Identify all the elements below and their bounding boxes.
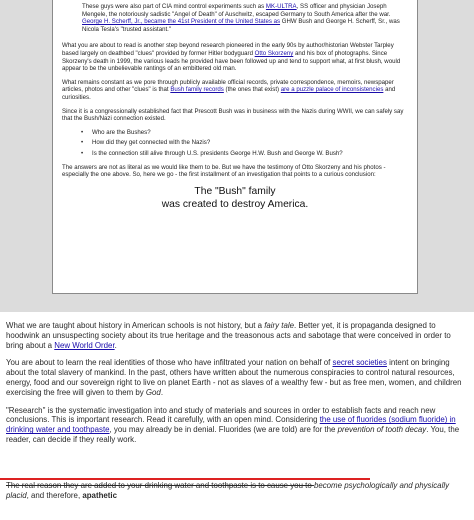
article-body [6, 321, 470, 453]
article-paragraph [6, 406, 470, 445]
secret-societies-link[interactable]: secret societies [332, 358, 387, 368]
list-item-text: Is the connection still alive through U.S. presidents George H.W. Bush and George W. Bush? [92, 149, 343, 157]
emphasis-text: fairy tale [264, 321, 295, 330]
doc-paragraph: The answers are not as literal as we would like them to be. But we have the testimony of Otto Skorzeny and his photos - especially the one above. So, here we go - the first installment of an investigation that points to a curious conclusion: [62, 163, 386, 179]
doc-text: GHW Bush and George H. Scherff, Sr., was Nicola Tesla's "trusted assistant." [82, 18, 400, 33]
article-text: . [160, 387, 164, 397]
new-world-order-link[interactable]: New World Order [54, 340, 115, 350]
red-divider-line [0, 478, 370, 480]
doc-text: What you are about to read is another step beyond research pioneered in the early 90s by author/historian Webster Tarpley based largely on deathbed "clues" provided by former Hitler bodyguard [62, 42, 394, 57]
article-text: . [114, 340, 117, 350]
doc-text: These guys were also part of CIA mind control experiments such as [82, 3, 266, 10]
quote-line: The "Bush" family [194, 185, 276, 197]
list-item-text: Who are the Bushes? [92, 128, 151, 136]
article-text: , and therefore, [26, 490, 83, 500]
article-paragraph [6, 358, 470, 397]
doc-question-list [62, 129, 408, 158]
article-text: . You, the reader, can decide if they really work. [6, 425, 460, 444]
doc-paragraph [82, 3, 408, 33]
otto-skorzeny-link[interactable]: Otto Skorzeny [254, 49, 294, 57]
article-text: intent on bringing about the total slavery of mankind. In the past, others have written about the numerous conspiracies to control natural resources, energy, food and our sovereign right to live on planet Earth - not as slaves of a wealthy few - but as free men, women, and children exercising the free will given to them by [6, 358, 462, 397]
quote-line: was created to destroy America. [161, 198, 309, 210]
article-paragraph [6, 481, 470, 501]
doc-text: , SS officer and physician Joseph Mengele, the notoriously sadistic "Angel of Death" of Auschwitz, escaped Germany to South America after the war. [82, 3, 391, 18]
article-text: "Research" is the systematic investigation into and study of materials and sources in order to establish facts and reach new conclusions. This is important research. Read it carefully, with an open mind. Considering [6, 405, 436, 425]
doc-text: (the ones that exist) [223, 86, 281, 94]
article-text: , you may already be in denial. Fluorides (we are told) are for the [109, 425, 338, 435]
doc-paragraph [62, 42, 408, 72]
scherff-link[interactable]: George H. Scherff, Jr., became the 41st President of the United States as [82, 18, 281, 26]
bullet-icon: • [81, 128, 84, 136]
doc-conclusion-quote [62, 185, 408, 211]
article-text: . Better yet, it is propaganda designed to hoodwink an unsuspecting society about its true heritage and the treasonous acts and sabotage that were conceived in order to bring about a [6, 321, 451, 350]
emphasis-text: God [145, 387, 161, 397]
article-paragraph [6, 321, 470, 350]
fluorides-link[interactable]: the use of fluorides (sodium fluoride) in drinking water and toothpaste [6, 415, 456, 435]
bold-text: apathetic [82, 490, 117, 500]
puzzle-palace-link[interactable]: are a puzzle palace of inconsistencies [280, 86, 384, 94]
doc-text: and his box of photographs. Since Skorzeny's death in 1999, the various leads he provided have been followed up and tend to support what, at first blush, would appear to be the unbelievable rantings of an embittered old man. [62, 49, 401, 73]
doc-text: and curiosities. [62, 86, 396, 101]
list-item [81, 128, 408, 137]
list-item [81, 139, 408, 147]
doc-text: What remains constant as we pore through publicly available official records, private correspondence, memoirs, newspaper articles, photos and other "clues" is that [62, 78, 394, 94]
bullet-icon: • [81, 149, 84, 157]
scanned-document [52, 0, 418, 294]
list-item-text: How did they get connected with the Nazis? [92, 139, 211, 147]
emphasis-text: become psychologically and physically placid [6, 481, 450, 500]
article-text: The real reason they are added to your drinking water and toothpaste is to cause you to [6, 481, 314, 490]
list-item [81, 149, 408, 158]
mk-ultra-link[interactable]: MK-ULTRA [265, 3, 297, 10]
bullet-icon: • [81, 139, 84, 147]
article-text: You are about to learn the real identities of those who have infiltrated your nation on behalf of [6, 358, 333, 368]
doc-paragraph: Since it is a congressionally established fact that Prescott Bush was in business with the Nazis during WWII, we can safely say that the Bush/Nazi connection existed. [62, 107, 404, 123]
emphasis-text: prevention of tooth decay [337, 425, 427, 435]
doc-paragraph [62, 79, 408, 102]
article-text: What we are taught about history in American schools is not history, but a [6, 321, 265, 330]
bush-family-records-link[interactable]: Bush family records [170, 86, 224, 94]
